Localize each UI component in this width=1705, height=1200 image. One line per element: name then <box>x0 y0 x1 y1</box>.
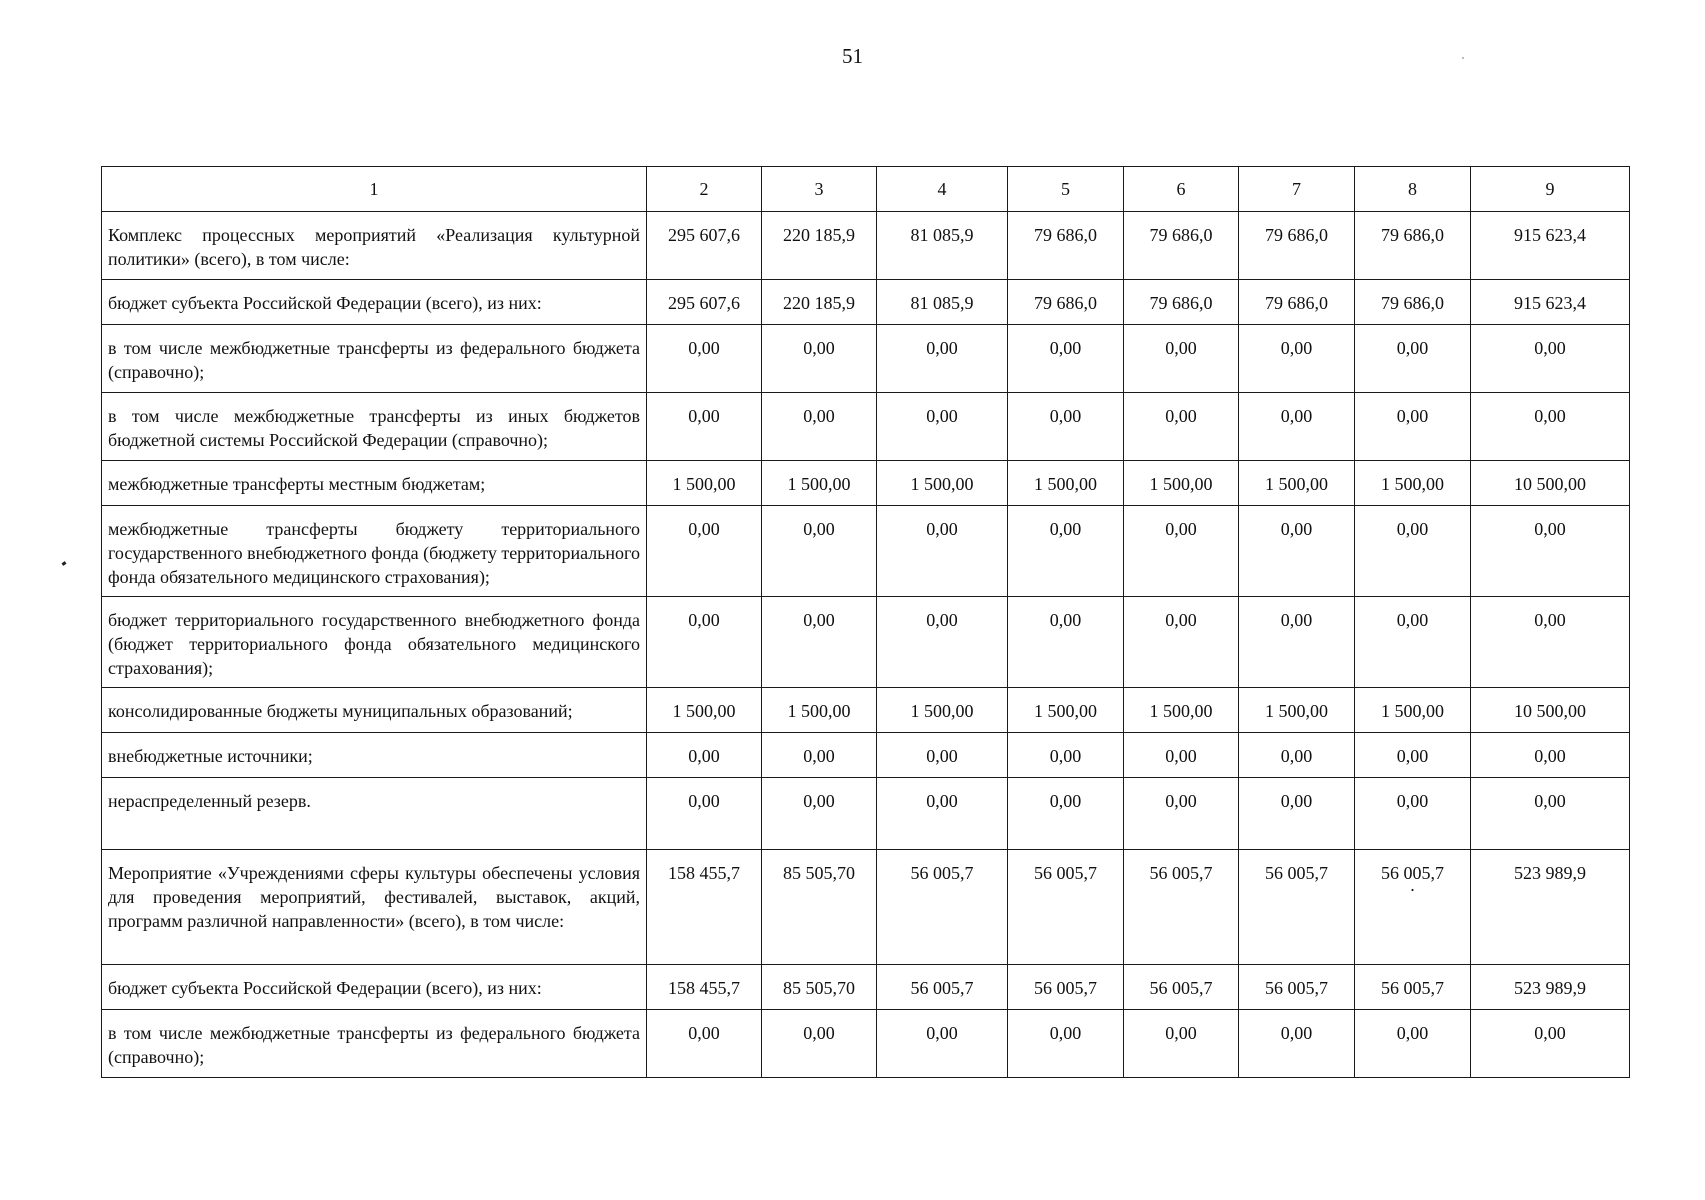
value-cell: 0,00 <box>647 1010 762 1078</box>
value-cell: 0,00 <box>1355 733 1471 778</box>
value-cell: 1 500,00 <box>1008 461 1124 506</box>
value-cell: 0,00 <box>1355 597 1471 688</box>
value-cell: 523 989,9 <box>1471 965 1630 1010</box>
value-cell: 0,00 <box>1124 1010 1239 1078</box>
value-cell: 0,00 <box>647 597 762 688</box>
value-cell: 0,00 <box>1239 325 1355 393</box>
row-description: в том числе межбюджетные трансферты из федерального бюджета (справочно); <box>102 1010 647 1078</box>
value-cell: 0,00 <box>647 733 762 778</box>
row-description: в том числе межбюджетные трансферты из иных бюджетов бюджетной системы Российской Федерации (справочно); <box>102 393 647 461</box>
value-cell: 0,00 <box>1124 778 1239 850</box>
value-cell: 0,00 <box>1239 733 1355 778</box>
column-number: 2 <box>647 167 762 212</box>
value-cell: 1 500,00 <box>1355 461 1471 506</box>
scan-dot: · <box>1409 880 1416 900</box>
table-row <box>102 280 1630 325</box>
table-row <box>102 688 1630 733</box>
value-cell: 56 005,7 <box>1124 965 1239 1010</box>
value-cell: 0,00 <box>762 733 877 778</box>
table-row <box>102 393 1630 461</box>
table-row <box>102 461 1630 506</box>
row-description: бюджет субъекта Российской Федерации (всего), из них: <box>102 965 647 1010</box>
value-cell: 79 686,0 <box>1239 212 1355 280</box>
value-cell: 0,00 <box>1471 778 1630 850</box>
page-number: 51 <box>842 44 863 68</box>
value-cell: 0,00 <box>647 506 762 597</box>
row-description: межбюджетные трансферты местным бюджетам; <box>102 461 647 506</box>
value-cell: 79 686,0 <box>1124 212 1239 280</box>
value-cell: 1 500,00 <box>1124 688 1239 733</box>
row-description: межбюджетные трансферты бюджету территориального государственного внебюджетного фонда (бюджету территориального фонда обязательного медицинского страхования); <box>102 506 647 597</box>
value-cell: 0,00 <box>647 393 762 461</box>
value-cell: 0,00 <box>1471 325 1630 393</box>
column-number: 8 <box>1355 167 1471 212</box>
value-cell: 0,00 <box>877 1010 1008 1078</box>
value-cell: 0,00 <box>877 393 1008 461</box>
value-cell: 1 500,00 <box>1355 688 1471 733</box>
value-cell: 523 989,9 <box>1471 850 1630 965</box>
value-cell: 0,00 <box>1124 733 1239 778</box>
row-description: бюджет территориального государственного внебюджетного фонда (бюджет территориального фонда обязательного медицинского страхования); <box>102 597 647 688</box>
value-cell: 0,00 <box>1239 597 1355 688</box>
row-description: нераспределенный резерв. <box>102 778 647 850</box>
value-cell: 0,00 <box>1008 597 1124 688</box>
table-row <box>102 778 1630 850</box>
value-cell: 10 500,00 <box>1471 461 1630 506</box>
value-cell: 1 500,00 <box>1239 461 1355 506</box>
value-cell: 0,00 <box>762 506 877 597</box>
value-cell: 0,00 <box>1239 1010 1355 1078</box>
budget-table-container <box>101 166 1629 1078</box>
value-cell: 0,00 <box>1124 506 1239 597</box>
value-cell: 0,00 <box>1355 325 1471 393</box>
value-cell: 0,00 <box>877 778 1008 850</box>
value-cell: 0,00 <box>762 778 877 850</box>
value-cell: 1 500,00 <box>647 461 762 506</box>
table-row <box>102 597 1630 688</box>
table-row <box>102 1010 1630 1078</box>
value-cell: 0,00 <box>762 325 877 393</box>
column-number: 9 <box>1471 167 1630 212</box>
value-cell: 81 085,9 <box>877 212 1008 280</box>
value-cell: 0,00 <box>1355 778 1471 850</box>
value-cell: 0,00 <box>1008 325 1124 393</box>
value-cell: 0,00 <box>877 325 1008 393</box>
value-cell: 915 623,4 <box>1471 280 1630 325</box>
value-cell: 56 005,7 <box>877 965 1008 1010</box>
value-cell: 1 500,00 <box>877 461 1008 506</box>
column-number-row <box>102 167 1630 212</box>
value-text: 56 005,7 <box>1381 863 1444 883</box>
value-cell: 85 505,70 <box>762 850 877 965</box>
value-cell: 0,00 <box>1471 597 1630 688</box>
value-cell: 0,00 <box>1239 506 1355 597</box>
value-cell: 79 686,0 <box>1355 280 1471 325</box>
value-cell: 10 500,00 <box>1471 688 1630 733</box>
value-cell: 0,00 <box>1124 325 1239 393</box>
column-number: 3 <box>762 167 877 212</box>
value-cell: 0,00 <box>1355 1010 1471 1078</box>
table-row <box>102 733 1630 778</box>
value-cell <box>1355 850 1471 965</box>
value-cell: 158 455,7 <box>647 850 762 965</box>
value-cell: 0,00 <box>1239 393 1355 461</box>
value-cell: 0,00 <box>762 1010 877 1078</box>
value-cell: 0,00 <box>1124 597 1239 688</box>
value-cell: 1 500,00 <box>877 688 1008 733</box>
value-cell: 79 686,0 <box>1124 280 1239 325</box>
row-description: в том числе межбюджетные трансферты из федерального бюджета (справочно); <box>102 325 647 393</box>
value-cell: 158 455,7 <box>647 965 762 1010</box>
value-cell: 0,00 <box>1471 393 1630 461</box>
value-cell: 0,00 <box>647 778 762 850</box>
value-cell: 0,00 <box>1471 733 1630 778</box>
value-cell: 1 500,00 <box>1124 461 1239 506</box>
value-cell: 0,00 <box>647 325 762 393</box>
value-cell: 0,00 <box>877 733 1008 778</box>
scan-mark <box>62 561 67 566</box>
value-cell: 0,00 <box>1471 1010 1630 1078</box>
value-cell: 1 500,00 <box>762 688 877 733</box>
value-cell: 85 505,70 <box>762 965 877 1010</box>
row-description: Мероприятие «Учреждениями сферы культуры обеспечены условия для проведения мероприятий, фестивалей, выставок, акций, программ различной направленности» (всего), в том числе: <box>102 850 647 965</box>
table-row <box>102 325 1630 393</box>
value-cell: 56 005,7 <box>1239 965 1355 1010</box>
scan-speck <box>1462 57 1464 59</box>
budget-table <box>101 166 1630 1078</box>
row-description: консолидированные бюджеты муниципальных образований; <box>102 688 647 733</box>
value-cell: 295 607,6 <box>647 212 762 280</box>
value-cell: 0,00 <box>1355 506 1471 597</box>
value-cell: 0,00 <box>1471 506 1630 597</box>
value-cell: 0,00 <box>1008 393 1124 461</box>
value-cell: 915 623,4 <box>1471 212 1630 280</box>
value-cell: 56 005,7 <box>1008 850 1124 965</box>
value-cell: 0,00 <box>1008 778 1124 850</box>
value-cell: 0,00 <box>877 597 1008 688</box>
value-cell: 56 005,7 <box>877 850 1008 965</box>
value-cell: 0,00 <box>1008 506 1124 597</box>
column-number: 1 <box>102 167 647 212</box>
table-row <box>102 965 1630 1010</box>
value-cell: 79 686,0 <box>1008 212 1124 280</box>
value-cell: 0,00 <box>762 393 877 461</box>
value-cell: 56 005,7 <box>1008 965 1124 1010</box>
value-cell: 79 686,0 <box>1008 280 1124 325</box>
value-cell: 0,00 <box>1008 733 1124 778</box>
value-cell: 0,00 <box>1124 393 1239 461</box>
value-cell: 56 005,7 <box>1124 850 1239 965</box>
column-number: 4 <box>877 167 1008 212</box>
table-row <box>102 506 1630 597</box>
value-cell: 1 500,00 <box>762 461 877 506</box>
value-cell: 79 686,0 <box>1239 280 1355 325</box>
value-cell: 56 005,7 <box>1355 965 1471 1010</box>
value-cell: 81 085,9 <box>877 280 1008 325</box>
value-cell: 295 607,6 <box>647 280 762 325</box>
table-row <box>102 212 1630 280</box>
table-row <box>102 850 1630 965</box>
value-cell: 220 185,9 <box>762 280 877 325</box>
value-cell: 0,00 <box>1239 778 1355 850</box>
row-description: Комплекс процессных мероприятий «Реализация культурной политики» (всего), в том числе: <box>102 212 647 280</box>
value-cell: 56 005,7 <box>1239 850 1355 965</box>
column-number: 6 <box>1124 167 1239 212</box>
value-cell: 0,00 <box>762 597 877 688</box>
row-description: внебюджетные источники; <box>102 733 647 778</box>
value-cell: 1 500,00 <box>647 688 762 733</box>
row-description: бюджет субъекта Российской Федерации (всего), из них: <box>102 280 647 325</box>
value-cell: 1 500,00 <box>1008 688 1124 733</box>
value-cell: 0,00 <box>877 506 1008 597</box>
column-number: 7 <box>1239 167 1355 212</box>
value-cell: 79 686,0 <box>1355 212 1471 280</box>
value-cell: 220 185,9 <box>762 212 877 280</box>
column-number: 5 <box>1008 167 1124 212</box>
value-cell: 0,00 <box>1355 393 1471 461</box>
value-cell: 1 500,00 <box>1239 688 1355 733</box>
value-cell: 0,00 <box>1008 1010 1124 1078</box>
